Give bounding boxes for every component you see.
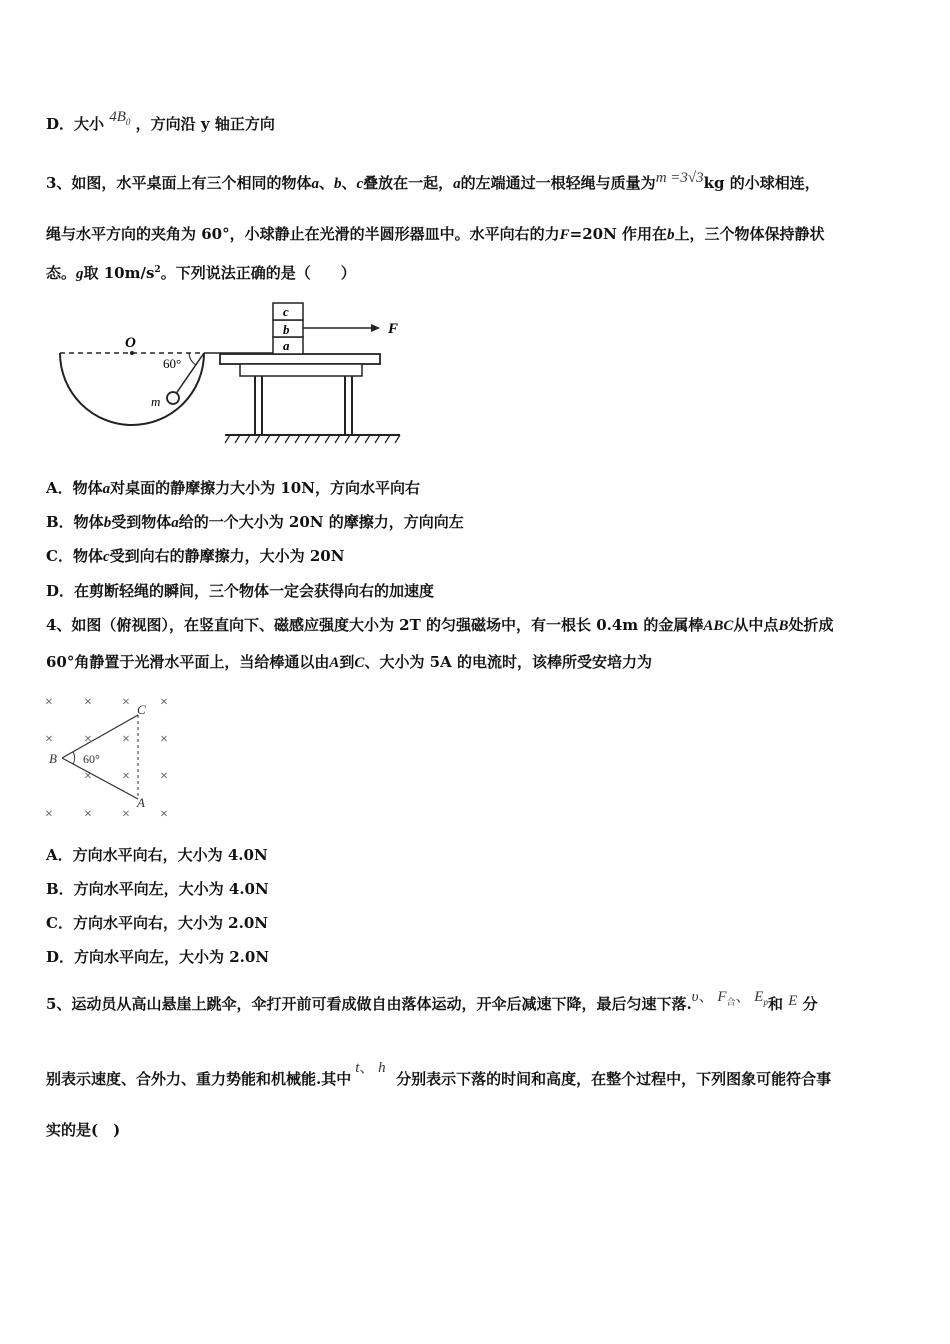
option-text: D．大小 [46, 115, 105, 133]
q4-option-a: A．方向水平向右，大小为 4.0N [46, 846, 268, 864]
mass-formula: m =3√3 [655, 170, 704, 186]
point-o [130, 351, 134, 355]
q5-line3: 实的是( ) [46, 1121, 121, 1139]
label-a: a [283, 338, 290, 353]
svg-text:×: × [122, 807, 130, 822]
q5-line2: 别表示速度、合外力、重力势能和机械能.其中t、 h 分别表示下落的时间和高度，在整个过程中，下列图象可能符合事 [46, 1060, 832, 1088]
label-c: c [283, 304, 289, 319]
option-text: ，方向沿 y 轴正方向 [135, 115, 275, 133]
math-symbols: υ、 $F_合$、 $E_p$ [691, 989, 768, 1007]
q3-option-c: C．物体c受到向右的静摩擦力，大小为 20N [46, 547, 345, 565]
label-c: C [137, 702, 146, 717]
svg-text:×: × [45, 732, 53, 747]
svg-text:×: × [122, 769, 130, 784]
bowl-arc [60, 353, 204, 425]
q3-option-d: D．在剪断轻绳的瞬间，三个物体一定会获得向右的加速度 [46, 582, 435, 600]
table-top [220, 354, 380, 364]
q3-option-b: B．物体b受到物体a给的一个大小为 20N 的摩擦力，方向向左 [46, 513, 464, 531]
q4-option-d: D．方向水平向左，大小为 2.0N [46, 948, 270, 966]
table-apron [240, 364, 362, 376]
svg-text:×: × [84, 769, 92, 784]
q4-option-c: C．方向水平向右，大小为 2.0N [46, 914, 268, 932]
svg-text:×: × [84, 807, 92, 822]
svg-text:×: × [84, 732, 92, 747]
svg-text:×: × [160, 807, 168, 822]
q3-line2: 绳与水平方向的夹角为 60°，小球静止在光滑的半圆形器皿中。水平向右的力F=20N 作用在b上，三个物体保持静状 [46, 225, 825, 243]
label-o: O [125, 335, 136, 351]
ground-hatch [225, 435, 400, 443]
q3-line3: 态。g取 $10m/s^2$。下列说法正确的是（ ） [46, 264, 356, 282]
q3-line1: 3、如图，水平桌面上有三个相同的物体a、b、c叠放在一起，a的左端通过一根轻绳与质量为m =3√3kg 的小球相连， [46, 170, 820, 192]
svg-text:×: × [84, 695, 92, 710]
q4-line2: 60°角静置于光滑水平面上，当给棒通以由A到C、大小为 5A 的电流时，该棒所受安培力为 [46, 653, 652, 671]
svg-text:×: × [122, 732, 130, 747]
q5-line1: 5、运动员从高山悬崖上跳伞，伞打开前可看成做自由落体运动，开伞后减速下降，最后匀速下落.υ、 $F_合$、 $E_p$和 E 分 [46, 989, 818, 1013]
label-m: m [151, 394, 161, 409]
svg-text:×: × [160, 769, 168, 784]
q3-figure [55, 295, 415, 455]
ball [167, 392, 179, 404]
label-60: 60° [163, 356, 182, 371]
label-a: A [137, 795, 145, 810]
prev-option-d [46, 109, 275, 140]
label-f: F [388, 321, 399, 337]
label-b: b [283, 322, 290, 337]
q3-option-a: A．物体a对桌面的静摩擦力大小为 10N，方向水平向右 [46, 479, 420, 497]
svg-text:×: × [45, 695, 53, 710]
math-4b0: $4B_0$ [109, 109, 131, 127]
q4-line1: 4、如图（俯视图），在竖直向下、磁感应强度大小为 2T 的匀强磁场中，有一根长 0.4m 的金属棒ABC从中点B处折成 [46, 616, 834, 634]
svg-text:×: × [122, 695, 130, 710]
svg-text:×: × [160, 695, 168, 710]
svg-text:×: × [45, 807, 53, 822]
label-60: 60° [83, 752, 100, 766]
q4-figure [40, 690, 190, 825]
q4-option-b: B．方向水平向左，大小为 4.0N [46, 880, 269, 898]
svg-text:×: × [160, 732, 168, 747]
label-b: B [49, 751, 57, 766]
